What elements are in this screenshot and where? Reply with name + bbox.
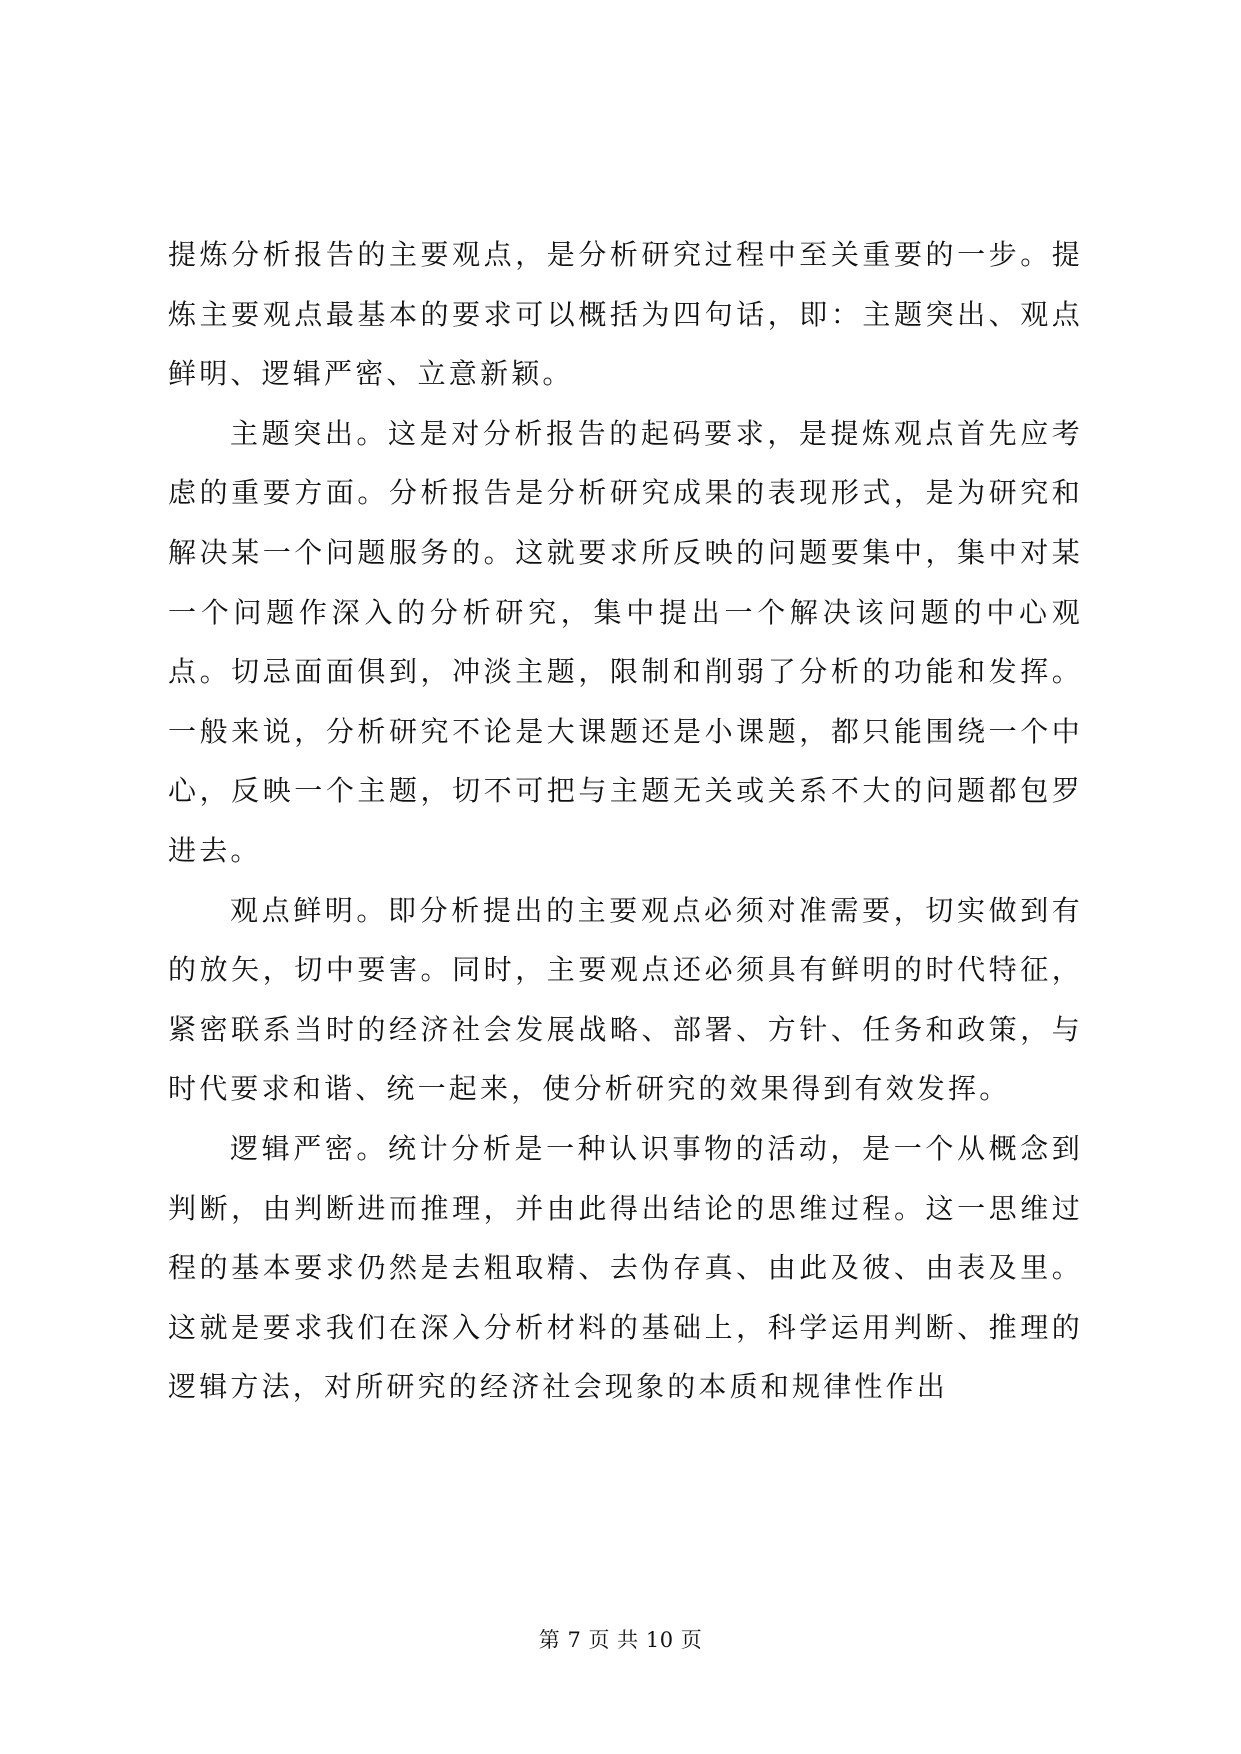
page-number-label: 第 7 页 共 10 页 [538,1628,703,1652]
paragraph-clear-viewpoint: 观点鲜明。即分析提出的主要观点必须对准需要，切实做到有的放矢，切中要害。同时，主要观点还必须具有鲜明的时代特征，紧密联系当时的经济社会发展战略、部署、方针、任务和政策，与时代要求和谐、统一起来，使分析研究的效果得到有效发挥。 [168,893,1083,1106]
page-footer [0,1624,1241,1654]
document-body [168,225,1083,1417]
paragraph-theme-prominent: 主题突出。这是对分析报告的起码要求，是提炼观点首先应考虑的重要方面。分析报告是分析研究成果的表现形式，是为研究和解决某一个问题服务的。这就要求所反映的问题要集中，集中对某一个问题作深入的分析研究，集中提出一个解决该问题的中心观点。切忌面面俱到，冲淡主题，限制和削弱了分析的功能和发挥。一般来说，分析研究不论是大课题还是小课题，都只能围绕一个中心，反映一个主题，切不可把与主题无关或关系不大的问题都包罗进去。 [168,416,1083,867]
paragraph-rigorous-logic: 逻辑严密。统计分析是一种认识事物的活动，是一个从概念到判断，由判断进而推理，并由此得出结论的思维过程。这一思维过程的基本要求仍然是去粗取精、去伪存真、由此及彼、由表及里。这就是要求我们在深入分析材料的基础上，科学运用判断、推理的逻辑方法，对所研究的经济社会现象的本质和规律性作出 [168,1131,1083,1404]
paragraph-intro: 提炼分析报告的主要观点，是分析研究过程中至关重要的一步。提炼主要观点最基本的要求可以概括为四句话，即：主题突出、观点鲜明、逻辑严密、立意新颖。 [168,238,1083,391]
